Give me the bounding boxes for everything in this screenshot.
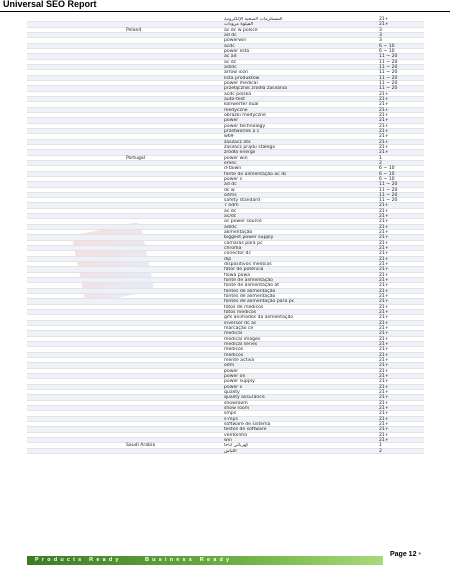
keyword-cell: mente activa [224,358,255,363]
rank-cell: 21+ [379,416,389,422]
rank-cell: 21+ [379,400,389,406]
keyword-cell: ac dc [224,208,237,214]
keyword-cell: power x [224,384,243,390]
keyword-cell: konwerter dual [224,102,259,108]
rank-cell: 21+ [379,208,389,214]
keyword-cell: chroma [224,246,242,252]
rank-cell: 21+ [379,203,389,209]
keyword-cell: power [224,118,239,124]
rank-cell: 11 ~ 20 [379,64,398,70]
rank-cell: 21+ [379,118,389,124]
keyword-cell: conector dc [224,251,252,257]
page-number [390,551,421,558]
rank-cell: 21+ [379,315,389,321]
keyword-cell: inversor dc ac [224,320,257,326]
rank-cell: 11 ~ 20 [379,182,398,188]
rank-cell: 21+ [379,363,389,369]
report-header [0,0,450,12]
rank-cell: 21+ [379,272,389,278]
keyword-cell: dispositivos médicos [224,262,272,268]
rank-cell: 21+ [379,144,389,150]
keyword-cell: power medical [224,80,258,86]
rank-cell: 21+ [379,278,389,284]
rank-cell: 21+ [379,427,389,433]
rank-cell: 21+ [379,358,389,363]
keyword-cell: obrazki medyczne [224,112,266,118]
rank-cell: 21+ [379,347,389,353]
rank-cell: 21+ [379,395,389,401]
keyword-cell: fonte de alimentação ac dc [224,171,287,177]
keyword-cell: fonte de alimentação at [224,283,280,289]
rank-cell: 21+ [379,91,389,97]
footer-left-text: Products Ready [35,557,122,563]
rank-cell: 21+ [379,373,389,379]
rank-cell: 21+ [379,214,389,220]
rank-cell: 21+ [379,288,389,294]
rank-cell: 21+ [379,326,389,332]
keyword-cell: lista produktów [224,75,260,81]
keyword-cell: dip [224,256,232,262]
keyword-cell: power supply [224,379,255,385]
keyword-cell: odm [224,363,235,369]
rank-cell: 11 ~ 20 [379,80,398,86]
rank-cell: 21+ [379,368,389,374]
rank-cell: 21+ [379,235,389,241]
keyword-cell: acdc polska [224,91,252,97]
keyword-cell: 7 odm [224,203,239,209]
keyword-cell: fontes de alimentação para pc [224,299,295,305]
rank-cell: 21+ [379,96,389,102]
rank-cell: 21+ [379,246,389,252]
keyword-cell: powerwin [224,38,247,44]
rank-cell: 21+ [379,310,389,316]
keyword-cell: auto-test [224,96,245,102]
rank-cell: 11 ~ 20 [379,86,398,92]
rank-cell: 21+ [379,352,389,358]
rank-cell: 6 ~ 10 [379,43,395,49]
keyword-cell: safety standard [224,198,261,204]
keyword-cell: win [224,437,232,443]
keyword-cell: اللباس [224,448,237,454]
rank-cell: 21+ [379,219,389,225]
rank-cell: 21+ [379,230,389,236]
rank-cell: 6 ~ 10 [379,171,395,177]
rank-cell: 11 ~ 20 [379,192,398,198]
rank-cell: 6 ~ 10 [379,166,395,172]
keyword-cell: gifs animados da alimentação [224,315,294,321]
keyword-cell: biggest power supply [224,235,274,241]
rank-cell: 21+ [379,294,389,300]
keyword-cell: smps [224,411,237,417]
rank-cell: 21+ [379,139,389,145]
keyword-cell: przetwornik a c [224,128,260,134]
rank-cell: 21+ [379,283,389,289]
rank-cell: 21+ [379,262,389,268]
rank-cell: 21+ [379,224,389,230]
rank-cell: 21+ [379,267,389,273]
rank-cell: 1 [379,443,382,449]
rank-cell: 11 ~ 20 [379,54,398,60]
keyword-cell: fator de potência [224,267,264,273]
keyword-cell: ac dc w polsce [224,27,258,33]
keyword-cell: medical [224,331,243,337]
keyword-cell: testes de software [224,427,267,433]
keyword-cell: camaras para pc [224,240,263,246]
rank-cell: 3 [379,27,382,33]
rank-cell: 21+ [379,411,389,417]
rank-cell: 2 [379,160,382,166]
keyword-cell: quality assurance [224,395,265,401]
keyword-cell: fontes de alimentação [224,288,276,294]
keyword-cell: medical series [224,342,258,348]
rank-cell: 21+ [379,240,389,246]
rank-cell: 21+ [379,405,389,411]
keyword-cell: power lista [224,48,250,54]
rank-cell: 21+ [379,22,389,28]
keyword-cell: flowa powa [224,272,251,278]
keyword-cell: ac ad [224,54,237,60]
keyword-cell: ventoinha [224,432,247,438]
rank-cell: 21+ [379,112,389,118]
keyword-cell: software de sistema [224,421,271,427]
keyword-cell: ad/dc [224,64,237,70]
keyword-cell: power s [224,176,243,182]
country-cell: Poland [126,27,142,33]
keyword-cell: fonte de alimentação [224,278,273,284]
rank-cell: 21+ [379,379,389,385]
rank-cell: 21+ [379,342,389,348]
footer-banner [27,556,383,565]
rank-cell: 21+ [379,320,389,326]
rank-cell: 2 [379,448,382,454]
rank-cell: 21+ [379,256,389,262]
keyword-cell: s-mps [224,416,238,422]
rank-cell: 11 ~ 20 [379,187,398,193]
keyword-cell: ac/dc [224,214,237,220]
country-cell: Saudi Arabia [126,443,156,449]
rank-cell: 21+ [379,134,389,140]
rank-cell: 21+ [379,251,389,257]
keyword-cell: power [224,368,239,374]
keyword-cell: emec [224,160,237,166]
keyword-cell: zasilacz atx [224,139,251,145]
keyword-cell: ad dc [224,32,237,38]
keyword-cell: ac dc [224,59,237,65]
keyword-cell: show room [224,405,250,411]
keyword-cell: power win [224,155,248,161]
rank-cell: 11 ~ 20 [379,198,398,204]
rank-cell: 21+ [379,128,389,134]
rank-cell: 21+ [379,331,389,337]
rank-cell: 21+ [379,421,389,427]
keyword-cell: dc w [224,187,235,193]
keyword-cell: الفيلوة مزودات [224,22,254,28]
keyword-cell: fontes de alimentação [224,294,276,300]
rank-cell: 6 ~ 10 [379,176,395,182]
rank-cell: 11 ~ 20 [379,70,398,76]
page-number-label: Page 12 [390,551,417,558]
keyword-cell: المستلزمات الصحية الإلكترونية [224,17,283,22]
report-title: Universal SEO Report [3,0,97,9]
rank-cell: 21+ [379,304,389,310]
rank-cell: 3 [379,38,382,44]
keyword-cell: w69 [224,134,234,140]
rank-cell: 21+ [379,107,389,113]
keyword-ranking-table [27,17,424,454]
rank-cell: 21+ [379,17,389,22]
keyword-cell: médicos [224,352,244,358]
keyword-cell: alimentação [224,230,253,236]
rank-cell: 21+ [379,389,389,395]
keyword-cell: medical images [224,336,261,342]
page-dot-icon: • [418,551,421,558]
rank-cell: 21+ [379,150,389,156]
keyword-cell: arrow icon [224,70,248,76]
keyword-cell: odms [224,192,237,198]
keyword-cell: marcação ce [224,326,254,332]
keyword-cell: acdc [224,43,235,49]
rank-cell: 11 ~ 20 [379,75,398,81]
rank-cell: 21+ [379,336,389,342]
keyword-cell: medicos [224,347,244,353]
keyword-cell: quality [224,389,240,395]
rank-cell: 21+ [379,123,389,129]
keyword-cell: power technology [224,123,266,129]
keyword-cell: d-taiwn [224,166,242,172]
rank-cell: 21+ [379,384,389,390]
keyword-cell: fotos de médicos [224,304,264,310]
rank-cell: 21+ [379,437,389,443]
keyword-cell: كهربائي أباحا [224,443,249,449]
table-row [27,449,424,454]
keyword-cell: power on [224,373,246,379]
keyword-cell: showroom [224,400,248,406]
keyword-cell: ac power source [224,219,262,225]
rank-cell: 21+ [379,432,389,438]
rank-cell: 21+ [379,299,389,305]
country-cell: Portugal [126,155,146,161]
keyword-cell: przełącznik źródła zasilania [224,86,287,92]
keyword-cell: zasilacz prądu stałego [224,144,276,150]
keyword-cell: fotos medicos [224,310,257,316]
rank-cell: 1 [379,155,382,161]
rank-cell: 6 ~ 10 [379,48,395,54]
keyword-cell: źródła energii [224,150,256,156]
keyword-cell: medyczne [224,107,248,113]
rank-cell: 3 [379,32,382,38]
keyword-cell: ad dc [224,182,237,188]
rank-cell: 11 ~ 20 [379,59,398,65]
footer-right-text: Business Ready [145,557,233,563]
keyword-cell: ad/dc [224,224,237,230]
rank-cell: 21+ [379,102,389,108]
